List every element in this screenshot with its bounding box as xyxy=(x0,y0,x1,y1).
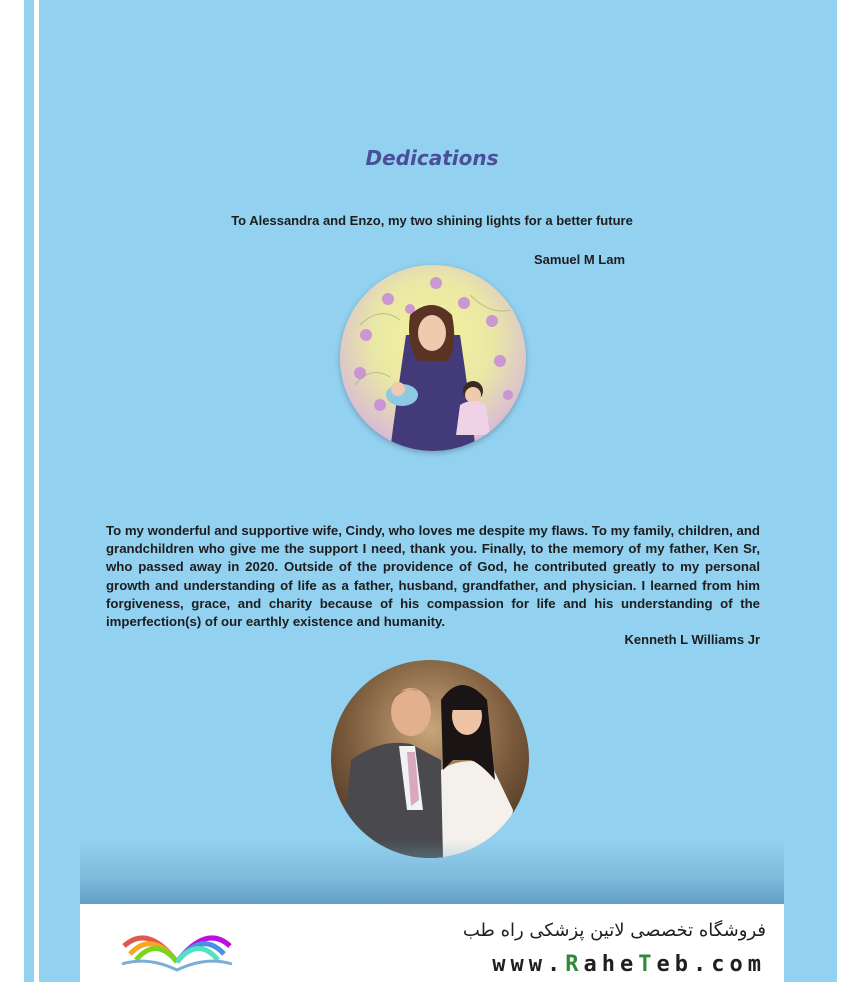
dedication-1-signature: Samuel M Lam xyxy=(534,252,626,267)
couple-photo-image xyxy=(331,660,529,858)
url-letter-r: R xyxy=(565,952,584,977)
banner-shadow xyxy=(80,840,784,904)
url-mid: ahe xyxy=(583,952,639,977)
store-banner xyxy=(80,904,784,982)
url-letter-t: T xyxy=(638,952,657,977)
book-logo-icon xyxy=(118,916,236,976)
dedication-2-signature: Kenneth L Williams Jr xyxy=(624,632,760,647)
dedication-2-text: To my wonderful and supportive wife, Cindy, who loves me despite my flaws. To my family, children, and grandchildren who give me the support I need, thank you. Finally, to the memory of my father, Ken Sr, who passed away in 2020. Outside of the providence of God, he contributed greatly to my personal growth and understanding of life as a father, husband, grandfather, and physician. I learned from him forgiveness, grace, and charity because of his compassion for life and his understanding of the imperfection(s) of our earthly existence and humanity. xyxy=(106,523,760,630)
dedication-1-text: To Alessandra and Enzo, my two shining lights for a better future xyxy=(231,213,633,228)
store-name: فروشگاه تخصصی لاتین پزشکی راه طب xyxy=(462,920,766,941)
store-url[interactable] xyxy=(492,952,766,977)
family-painting-image xyxy=(340,265,526,451)
url-prefix: www. xyxy=(492,952,566,977)
page-title: Dedications xyxy=(365,146,499,170)
url-suffix: eb.com xyxy=(656,952,766,977)
